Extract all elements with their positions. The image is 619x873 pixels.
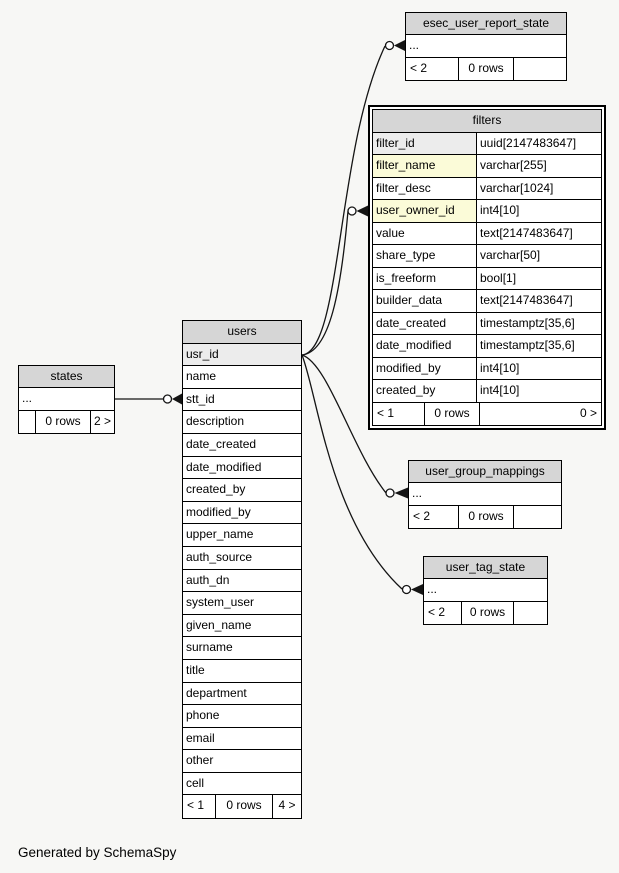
pager-cell: 0 rows: [459, 58, 514, 80]
column-name: created_by: [186, 482, 246, 497]
column-type: bool[1]: [480, 270, 517, 285]
table-header-users[interactable]: users: [183, 321, 301, 344]
pager-cell: 0 rows: [425, 403, 480, 426]
table-user_group_mappings: [408, 460, 562, 529]
pager-cell: < 1: [373, 403, 425, 426]
table-users: [182, 320, 302, 819]
crow-foot-icon: [172, 394, 182, 405]
pager-cell: [514, 506, 561, 528]
column-type: int4[10]: [480, 383, 520, 397]
column-row-ellipsis: [409, 483, 561, 505]
table-user_tag_state: [423, 556, 548, 625]
column-name: filter_id: [373, 133, 477, 155]
pager-cell: [514, 58, 566, 80]
column-name: surname: [186, 640, 233, 655]
fk-circle: [386, 489, 394, 497]
column-row-auth_dn: [183, 570, 301, 593]
column-name: date_modified: [373, 335, 477, 357]
column-row-date_modified: [373, 335, 601, 358]
generated-by-caption: Generated by SchemaSpy: [18, 845, 177, 860]
pager-cell: 4 >: [278, 798, 296, 813]
column-row-filter_id: [373, 133, 601, 156]
column-row-user_owner_id: [373, 200, 601, 223]
column-name: description: [186, 414, 245, 429]
column-row-filter_name: [373, 155, 601, 178]
column-type: varchar[1024]: [480, 180, 554, 195]
column-name: ...: [22, 391, 33, 406]
column-row-share_type: [373, 245, 601, 268]
column-name: upper_name: [186, 527, 254, 542]
table-pager: [409, 506, 561, 528]
column-name: ...: [427, 582, 438, 597]
crow-foot-icon: [395, 488, 409, 499]
fk-circle: [403, 586, 411, 594]
table-filters-emphasis-frame: [368, 105, 606, 430]
pager-cell: [19, 411, 36, 433]
pager-cell: 2 >: [93, 413, 111, 428]
column-row-created_by: [373, 380, 601, 403]
column-type: timestamptz[35,6]: [480, 338, 575, 352]
column-name: name: [186, 369, 217, 384]
column-row-given_name: [183, 615, 301, 638]
column-row-auth_source: [183, 547, 301, 570]
column-name: stt_id: [186, 391, 215, 406]
column-name: phone: [186, 708, 220, 723]
column-row-builder_data: [373, 290, 601, 313]
column-name: date_modified: [186, 459, 262, 474]
column-name: share_type: [373, 245, 477, 267]
column-row-is_freeform: [373, 268, 601, 291]
pager-cell: < 1: [183, 795, 216, 818]
table-states: [18, 365, 115, 434]
column-name: title: [186, 662, 205, 677]
table-pager: [424, 602, 547, 624]
column-name: user_owner_id: [373, 200, 477, 222]
column-type: int4[10]: [480, 360, 520, 375]
column-name: department: [186, 685, 247, 700]
column-row-usr_id: [183, 344, 301, 367]
connector-users-filters: [302, 211, 348, 355]
column-type: int4[10]: [480, 203, 520, 217]
column-row-value: [373, 223, 601, 246]
pager-cell: < 2: [406, 58, 459, 80]
column-row-date_created: [373, 313, 601, 336]
fk-circle: [164, 395, 172, 403]
pager-cell: [514, 602, 547, 624]
table-filters: [372, 109, 602, 426]
column-name: builder_data: [373, 290, 477, 312]
column-name: usr_id: [183, 344, 301, 366]
column-row-filter_desc: [373, 178, 601, 201]
table-header-states[interactable]: states: [19, 366, 114, 388]
pager-cell: 0 rows: [216, 795, 273, 818]
column-row-phone: [183, 705, 301, 728]
table-header-user_group_mappings[interactable]: user_group_mappings: [409, 461, 561, 483]
fk-circle: [348, 207, 356, 215]
column-name: modified_by: [186, 504, 251, 519]
table-pager: [19, 411, 114, 433]
column-row-other: [183, 750, 301, 773]
column-row-surname: [183, 637, 301, 660]
column-row-ellipsis: [424, 579, 547, 601]
pager-cell: 0 rows: [459, 506, 514, 528]
column-name: date_created: [186, 436, 257, 451]
column-row-date_created: [183, 434, 301, 457]
column-row-cell: [183, 773, 301, 796]
pager-cell: 0 rows: [462, 602, 514, 624]
column-name: ...: [409, 38, 420, 53]
column-row-date_modified: [183, 457, 301, 480]
column-row-department: [183, 683, 301, 706]
column-name: is_freeform: [373, 268, 477, 290]
column-row-name: [183, 366, 301, 389]
column-row-email: [183, 728, 301, 751]
crow-foot-icon: [411, 584, 423, 595]
column-name: value: [373, 223, 477, 245]
column-row-ellipsis: [19, 388, 114, 410]
column-type: uuid[2147483647]: [480, 135, 577, 150]
table-esec_user_report_state: [405, 12, 567, 81]
column-name: cell: [186, 775, 205, 790]
column-name: date_created: [373, 313, 477, 335]
crow-foot-icon: [357, 206, 369, 217]
table-pager: [183, 795, 301, 818]
column-row-modified_by: [373, 358, 601, 381]
table-header-user_tag_state[interactable]: user_tag_state: [424, 557, 547, 579]
column-name: auth_source: [186, 549, 253, 564]
column-type: varchar[50]: [480, 248, 541, 262]
column-name: email: [186, 730, 215, 745]
column-row-description: [183, 411, 301, 434]
column-name: system_user: [186, 595, 255, 610]
pager-cell: < 2: [424, 602, 462, 624]
column-type: text[2147483647]: [480, 225, 573, 240]
table-header-esec_user_report_state[interactable]: esec_user_report_state: [406, 13, 566, 35]
column-row-upper_name: [183, 524, 301, 547]
table-header-filters[interactable]: filters: [373, 110, 601, 133]
fk-circle: [386, 42, 394, 50]
column-type: timestamptz[35,6]: [480, 315, 575, 330]
crow-foot-icon: [394, 40, 405, 51]
column-row-title: [183, 660, 301, 683]
pager-cell: < 2: [409, 506, 459, 528]
column-name: created_by: [373, 380, 477, 402]
column-name: filter_desc: [373, 178, 477, 200]
column-row-modified_by: [183, 502, 301, 525]
column-name: filter_name: [373, 155, 477, 177]
column-type: text[2147483647]: [480, 293, 573, 307]
column-row-stt_id: [183, 389, 301, 412]
column-name: ...: [412, 486, 423, 501]
table-pager: [373, 403, 601, 426]
column-row-ellipsis: [406, 35, 566, 57]
column-type: varchar[255]: [480, 158, 547, 172]
column-row-created_by: [183, 479, 301, 502]
column-name: given_name: [186, 617, 252, 632]
table-pager: [406, 58, 566, 80]
pager-cell: 0 rows: [36, 411, 91, 433]
pager-cell: 0 >: [579, 405, 597, 420]
column-name: modified_by: [373, 358, 477, 380]
column-name: auth_dn: [186, 572, 230, 587]
column-name: other: [186, 753, 214, 768]
column-row-system_user: [183, 592, 301, 615]
